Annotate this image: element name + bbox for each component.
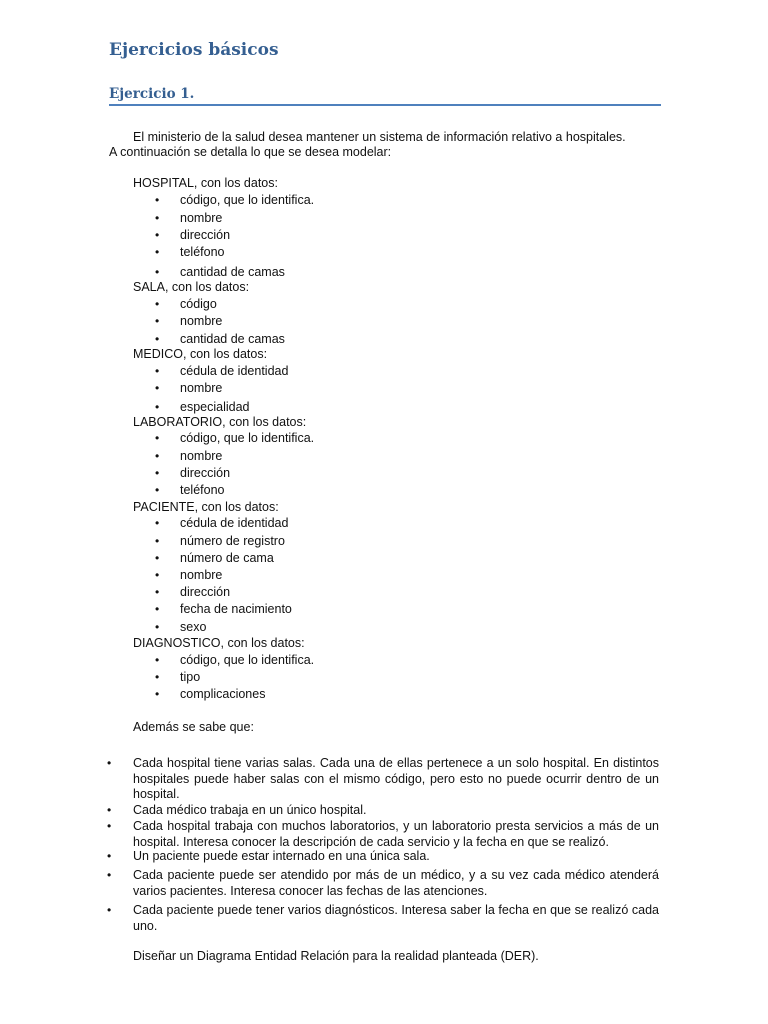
entity-suffix: , con los datos: [193,176,278,190]
bullet-icon: • [107,803,112,817]
bullet-icon: • [155,483,160,497]
attribute-item: código, que lo identifica. [180,431,315,445]
entity-name: PACIENTE [133,500,195,514]
bullet-icon: • [107,903,112,917]
bullet-icon: • [155,381,160,395]
attribute-item: dirección [180,585,231,599]
bullet-icon: • [155,653,160,667]
bullet-icon: • [155,364,160,378]
bullet-icon: • [155,551,160,565]
bullet-icon: • [155,670,160,684]
bullet-icon: • [155,245,160,259]
fact-item: Cada paciente puede tener varios diagnósticos. Interesa saber la fecha en que se realizó cada uno. [133,903,659,933]
entity-suffix: , con los datos: [222,415,307,429]
bullet-icon: • [155,449,160,463]
attribute-item: número de cama [180,551,274,565]
heading-rule [109,104,661,106]
fact-item: Cada médico trabaja en un único hospital. [133,803,367,817]
attribute-item: cantidad de camas [180,265,285,279]
bullet-icon: • [155,568,160,582]
attribute-item: código, que lo identifica. [180,653,315,667]
bullet-icon: • [155,602,160,616]
entity-suffix: , con los datos: [194,500,279,514]
also-known-text: Además se sabe que: [133,720,254,734]
bullet-icon: • [155,211,160,225]
attribute-item: nombre [180,449,223,463]
bullet-icon: • [107,849,112,863]
entity-heading [133,636,305,651]
attribute-item: fecha de nacimiento [180,602,292,616]
attribute-item: nombre [180,381,223,395]
fact-item: Cada paciente puede ser atendido por más de un médico, y a su vez cada médico atenderá varios pacientes. Interesa conocer las fechas de las atenciones. [133,868,659,898]
bullet-icon: • [155,620,160,634]
attribute-item: complicaciones [180,687,266,701]
attribute-item: nombre [180,211,223,225]
fact-item: Cada hospital tiene varias salas. Cada una de ellas pertenece a un solo hospital. En distintos hospitales puede haber salas con el mismo código, pero esto no puede ocurrir dentro de un hospital. [133,756,659,801]
bullet-icon: • [107,868,112,882]
attribute-item: teléfono [180,245,225,259]
bullet-icon: • [155,228,160,242]
fact-item: Cada hospital trabaja con muchos laboratorios, y un laboratorio presta servicios a más de un hospital. Interesa conocer la descripción de cada servicio y la fecha en que se realizó. [133,819,659,849]
entity-name: DIAGNOSTICO [133,636,221,650]
attribute-item: teléfono [180,483,225,497]
intro-line-1: El ministerio de la salud desea mantener un sistema de información relativo a hospitales. [133,130,626,144]
attribute-item: número de registro [180,534,285,548]
intro-line-2: A continuación se detalla lo que se desea modelar: [109,145,392,159]
attribute-item: sexo [180,620,207,634]
bullet-icon: • [155,431,160,445]
attribute-item: tipo [180,670,201,684]
entity-heading [133,415,306,430]
attribute-item: cédula de identidad [180,516,289,530]
entity-name: MEDICO [133,347,183,361]
attribute-item: dirección [180,228,231,242]
entity-suffix: , con los datos: [183,347,268,361]
closing-instruction: Diseñar un Diagrama Entidad Relación para la realidad planteada (DER). [133,949,539,963]
bullet-icon: • [155,314,160,328]
attribute-item: cantidad de camas [180,332,285,346]
bullet-icon: • [155,585,160,599]
entity-suffix: , con los datos: [164,280,250,294]
attribute-item: especialidad [180,400,250,414]
entity-name: SALA [133,280,165,294]
entity-heading [133,280,249,295]
bullet-icon: • [155,400,160,414]
bullet-icon: • [155,332,160,346]
bullet-icon: • [155,265,160,279]
bullet-icon: • [155,193,160,207]
entity-name: HOSPITAL [133,176,194,190]
entity-heading [133,176,278,191]
fact-item: Un paciente puede estar internado en una única sala. [133,849,430,863]
attribute-item: cédula de identidad [180,364,289,378]
attribute-item: código, que lo identifica. [180,193,315,207]
entity-name: LABORATORIO [133,415,223,429]
entity-suffix: , con los datos: [220,636,305,650]
attribute-item: nombre [180,568,223,582]
bullet-icon: • [155,516,160,530]
bullet-icon: • [155,534,160,548]
exercise-heading: Ejercicio 1. [109,86,195,102]
bullet-icon: • [107,819,112,833]
attribute-item: dirección [180,466,231,480]
bullet-icon: • [155,466,160,480]
entity-heading [133,347,267,362]
bullet-icon: • [107,756,112,770]
bullet-icon: • [155,297,160,311]
attribute-item: código [180,297,217,311]
attribute-item: nombre [180,314,223,328]
entity-heading [133,500,279,515]
page-title: Ejercicios básicos [109,40,279,60]
bullet-icon: • [155,687,160,701]
